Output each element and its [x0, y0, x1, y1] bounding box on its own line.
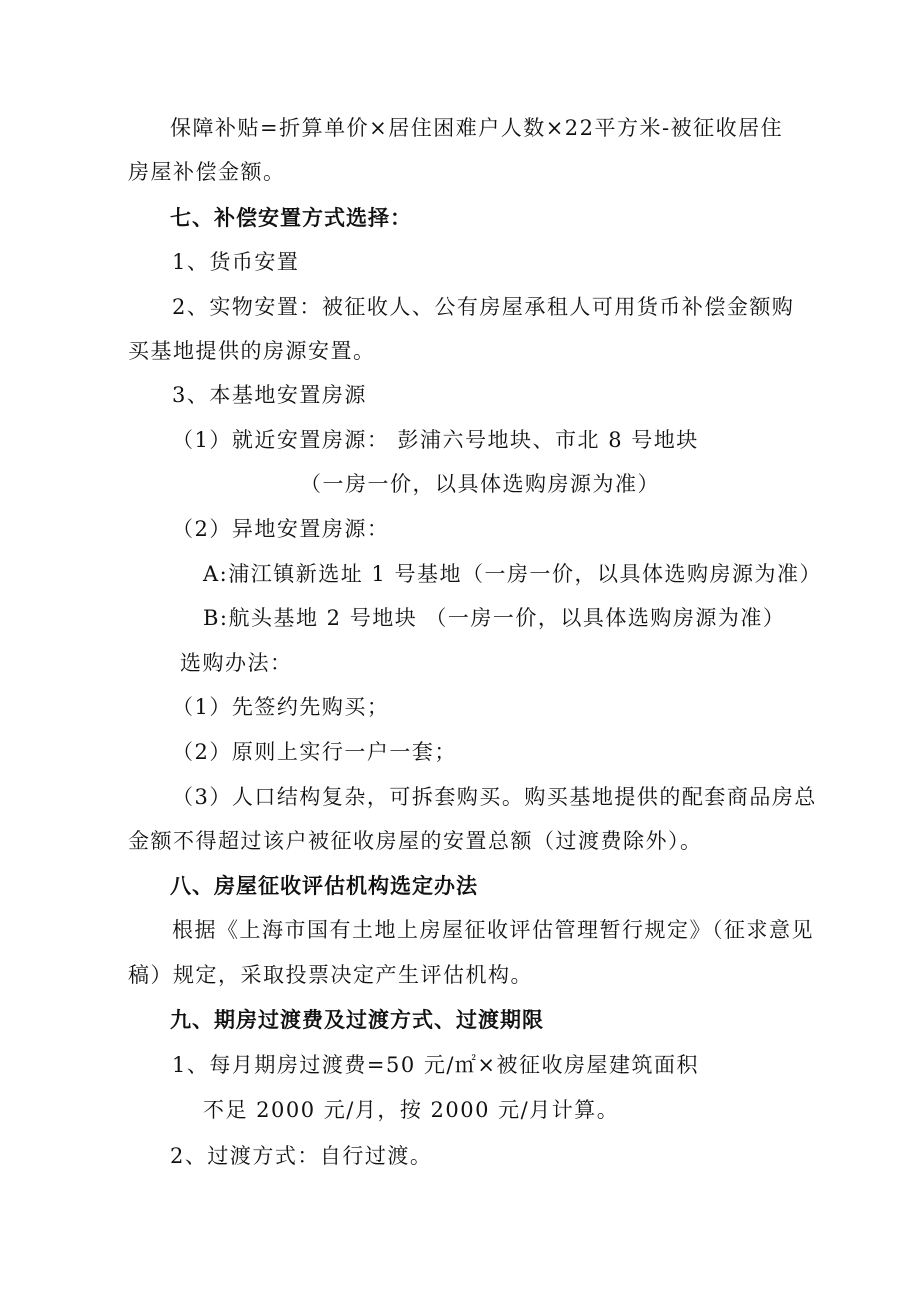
- text-line: 金额不得超过该户被征收房屋的安置总额（过渡费除外）。: [128, 829, 703, 853]
- text-line: 2、过渡方式：自行过渡。: [170, 1144, 433, 1168]
- section-heading: 八、房屋征收评估机构选定办法: [170, 874, 478, 898]
- text-line: B:航头基地 2 号地块 （一房一价，以具体选购房源为准）: [203, 606, 786, 630]
- text-line: 3、本基地安置房源: [172, 383, 367, 407]
- text-line: （1）就近安置房源： 彭浦六号地块、市北 8 号地块: [172, 428, 699, 452]
- text-line: （一房一价，以具体选购房源为准）: [300, 472, 660, 496]
- text-line: 保障补贴=折算单价×居住困难户人数×22平方米-被征收居住: [170, 116, 784, 140]
- text-line: 2、实物安置：被征收人、公有房屋承租人可用货币补偿金额购: [172, 295, 795, 319]
- text-line: 房屋补偿金额。: [128, 160, 286, 184]
- text-line: 不足 2000 元/月，按 2000 元/月计算。: [203, 1098, 620, 1122]
- text-line: 1、每月期房过渡费=50 元/㎡×被征收房屋建筑面积: [172, 1053, 700, 1077]
- text-line: （2）原则上实行一户一套；: [172, 740, 457, 764]
- text-line: 1、货币安置: [172, 250, 300, 274]
- text-line: 买基地提供的房源安置。: [128, 339, 376, 363]
- text-line: A:浦江镇新选址 1 号基地（一房一价，以具体选购房源为准）: [203, 562, 822, 586]
- section-heading: 七、补偿安置方式选择：: [170, 206, 412, 230]
- text-line: （1）先签约先购买；: [172, 695, 390, 719]
- text-line: （2）异地安置房源：: [172, 517, 390, 541]
- text-line: （3）人口结构复杂，可拆套购买。购买基地提供的配套商品房总: [172, 785, 817, 809]
- text-line: 根据《上海市国有土地上房屋征收评估管理暂行规定》（征求意见: [172, 918, 814, 942]
- text-line: 稿）规定，采取投票决定产生评估机构。: [128, 963, 533, 987]
- text-line: 选购办法：: [180, 651, 293, 675]
- section-heading: 九、期房过渡费及过渡方式、过渡期限: [170, 1008, 544, 1032]
